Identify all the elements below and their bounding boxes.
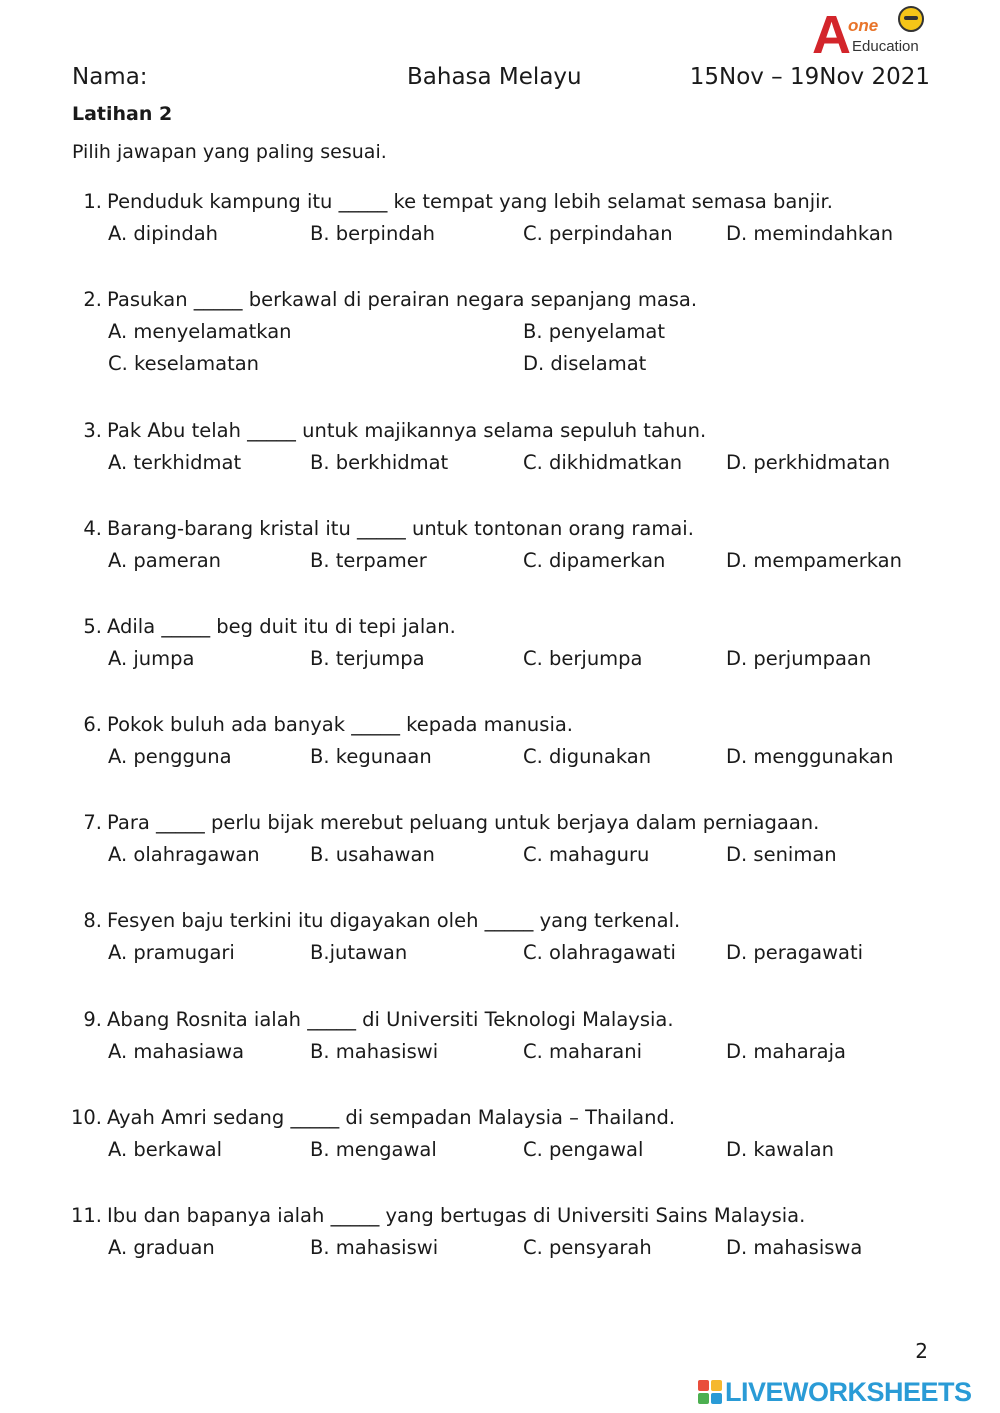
logo-education-text: Education <box>852 38 919 55</box>
options-row <box>70 647 940 679</box>
answer-option[interactable]: C. digunakan <box>523 745 652 768</box>
question-text: Adila _____ beg duit itu di tepi jalan. <box>107 615 456 638</box>
options-row <box>70 222 940 254</box>
answer-option[interactable]: B. mahasiswi <box>310 1040 439 1063</box>
logo-one-text: one <box>848 16 879 35</box>
liveworksheets-logo-icon <box>698 1380 722 1404</box>
page-number: 2 <box>915 1339 928 1363</box>
question-number: 11. <box>70 1204 102 1227</box>
question-text: Fesyen baju terkini itu digayakan oleh _____ yang terkenal. <box>107 909 681 932</box>
answer-option[interactable]: A. terkhidmat <box>108 451 242 474</box>
answer-option[interactable]: C. pengawal <box>523 1138 644 1161</box>
answer-option[interactable]: D. menggunakan <box>726 745 894 768</box>
question-line <box>70 1204 940 1236</box>
question-text: Para _____ perlu bijak merebut peluang untuk berjaya dalam perniagaan. <box>107 811 820 834</box>
question-line <box>70 615 940 647</box>
question-number: 9. <box>83 1008 102 1031</box>
question-item <box>70 190 940 254</box>
question-item <box>70 1008 940 1072</box>
answer-option[interactable]: C. pensyarah <box>523 1236 652 1259</box>
question-number: 2. <box>83 288 102 311</box>
question-line <box>70 811 940 843</box>
worksheet-header <box>72 64 930 96</box>
question-item <box>70 517 940 581</box>
bee-icon <box>898 6 924 32</box>
options-row <box>70 1040 940 1072</box>
question-item <box>70 419 940 483</box>
question-text: Ayah Amri sedang _____ di sempadan Malaysia – Thailand. <box>107 1106 676 1129</box>
name-label: Nama: <box>72 64 148 90</box>
answer-option[interactable]: C. mahaguru <box>523 843 650 866</box>
answer-option[interactable]: A. graduan <box>108 1236 215 1259</box>
answer-option[interactable]: C. olahragawati <box>523 941 676 964</box>
answer-option[interactable]: B.jutawan <box>310 941 408 964</box>
question-item <box>70 713 940 777</box>
answer-option[interactable]: B. berpindah <box>310 222 436 245</box>
question-number: 7. <box>83 811 102 834</box>
question-line <box>70 713 940 745</box>
question-text: Penduduk kampung itu _____ ke tempat yang lebih selamat semasa banjir. <box>107 190 833 213</box>
logo-letter: A <box>812 5 851 65</box>
answer-option[interactable]: C. dikhidmatkan <box>523 451 683 474</box>
answer-option[interactable]: A. jumpa <box>108 647 195 670</box>
answer-option[interactable]: B. terpamer <box>310 549 427 572</box>
question-line <box>70 419 940 451</box>
question-item <box>70 909 940 973</box>
answer-option[interactable]: B. terjumpa <box>310 647 425 670</box>
question-item <box>70 1106 940 1170</box>
answer-option[interactable]: A. olahragawan <box>108 843 260 866</box>
answer-option[interactable]: C. berjumpa <box>523 647 643 670</box>
logo-square-4 <box>711 1393 722 1404</box>
question-number: 4. <box>83 517 102 540</box>
answer-option[interactable]: D. diselamat <box>523 352 647 375</box>
question-number: 8. <box>83 909 102 932</box>
liveworksheets-brand: LIVEWORKSHEETS <box>725 1376 972 1407</box>
answer-option[interactable]: B. mengawal <box>310 1138 437 1161</box>
question-number: 6. <box>83 713 102 736</box>
options-row <box>70 549 940 581</box>
answer-option[interactable]: C. dipamerkan <box>523 549 666 572</box>
answer-option[interactable]: D. perkhidmatan <box>726 451 891 474</box>
answer-option[interactable]: D. mahasiswa <box>726 1236 863 1259</box>
answer-option[interactable]: C. perpindahan <box>523 222 673 245</box>
answer-option[interactable]: D. memindahkan <box>726 222 894 245</box>
options-row <box>70 745 940 777</box>
options-row <box>70 352 940 384</box>
answer-option[interactable]: D. perjumpaan <box>726 647 872 670</box>
options-row <box>70 320 940 352</box>
options-row <box>70 843 940 875</box>
answer-option[interactable]: A. menyelamatkan <box>108 320 292 343</box>
options-row <box>70 451 940 483</box>
question-number: 5. <box>83 615 102 638</box>
answer-option[interactable]: B. berkhidmat <box>310 451 449 474</box>
question-number: 10. <box>70 1106 102 1129</box>
answer-option[interactable]: A. pramugari <box>108 941 235 964</box>
options-row <box>70 941 940 973</box>
question-item <box>70 615 940 679</box>
question-line <box>70 1008 940 1040</box>
question-number: 1. <box>83 190 102 213</box>
question-item <box>70 811 940 875</box>
answer-option[interactable]: B. kegunaan <box>310 745 432 768</box>
answer-option[interactable]: D. mempamerkan <box>726 549 902 572</box>
question-text: Pasukan _____ berkawal di perairan negara sepanjang masa. <box>107 288 698 311</box>
answer-option[interactable]: A. pameran <box>108 549 222 572</box>
answer-option[interactable]: B. penyelamat <box>523 320 666 343</box>
date-range: 15Nov – 19Nov 2021 <box>689 64 930 90</box>
answer-option[interactable]: C. maharani <box>523 1040 643 1063</box>
question-line <box>70 909 940 941</box>
question-line <box>70 1106 940 1138</box>
logo-square-2 <box>711 1380 722 1391</box>
answer-option[interactable]: B. usahawan <box>310 843 435 866</box>
logo-square-1 <box>698 1380 709 1391</box>
answer-option[interactable]: A. mahasiawa <box>108 1040 245 1063</box>
options-row <box>70 1138 940 1170</box>
question-number: 3. <box>83 419 102 442</box>
question-line <box>70 190 940 222</box>
question-text: Barang-barang kristal itu _____ untuk tontonan orang ramai. <box>107 517 694 540</box>
answer-option[interactable]: A. dipindah <box>108 222 219 245</box>
answer-option[interactable]: A. berkawal <box>108 1138 223 1161</box>
answer-option[interactable]: D. peragawati <box>726 941 864 964</box>
answer-option[interactable]: D. seniman <box>726 843 837 866</box>
question-line <box>70 288 940 320</box>
question-line <box>70 517 940 549</box>
question-item <box>70 1204 940 1268</box>
section-title: Latihan 2 <box>72 103 173 125</box>
answer-option[interactable]: B. mahasiswi <box>310 1236 439 1259</box>
answer-option[interactable]: D. kawalan <box>726 1138 834 1161</box>
answer-option[interactable]: A. pengguna <box>108 745 232 768</box>
question-text: Pokok buluh ada banyak _____ kepada manusia. <box>107 713 574 736</box>
instruction-text: Pilih jawapan yang paling sesuai. <box>72 141 387 163</box>
question-item <box>70 288 940 384</box>
subject-label: Bahasa Melayu <box>407 64 582 90</box>
liveworksheets-footer <box>698 1377 972 1407</box>
question-text: Pak Abu telah _____ untuk majikannya selama sepuluh tahun. <box>107 419 707 442</box>
logo-square-3 <box>698 1393 709 1404</box>
answer-option[interactable]: D. maharaja <box>726 1040 846 1063</box>
answer-option[interactable]: C. keselamatan <box>108 352 260 375</box>
question-text: Abang Rosnita ialah _____ di Universiti Teknologi Malaysia. <box>107 1008 674 1031</box>
company-logo <box>812 4 932 64</box>
options-row <box>70 1236 940 1268</box>
question-text: Ibu dan bapanya ialah _____ yang bertugas di Universiti Sains Malaysia. <box>107 1204 806 1227</box>
